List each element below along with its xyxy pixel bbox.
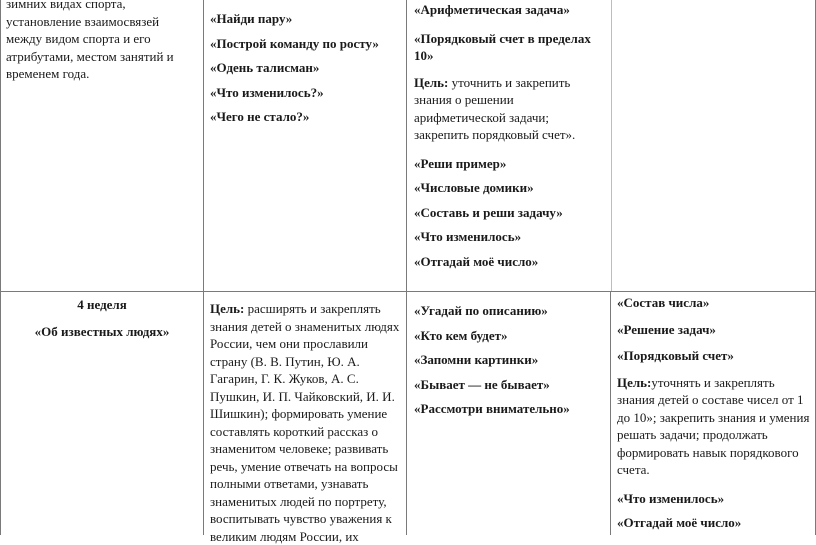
section-subtitle: «Порядковый счет в пределах 10» — [414, 30, 591, 63]
game-item: «Рассмотри внимательно» — [414, 401, 570, 416]
week-label: 4 неделя — [77, 297, 127, 312]
section-item: «Решение задач» — [617, 321, 716, 337]
row1-col3-cell — [414, 1, 606, 277]
row1-col1-cell — [6, 0, 198, 83]
row2-col3-cell — [414, 302, 606, 425]
goal-text: уточнять и закреплять знания детей о составе чисел от 1 до 10»; закрепить знания и умения решать задачи; продолжать формировать навык порядкового счета. — [617, 374, 810, 477]
game-item: «Отгадай моё число» — [414, 253, 539, 269]
goal-label: Цель: — [414, 74, 449, 90]
table-divider-col1 — [203, 0, 204, 535]
game-item: «Запомни картинки» — [414, 352, 539, 367]
game-item: «Составь и реши задачу» — [414, 204, 563, 220]
game-item: «Числовые домики» — [414, 180, 534, 195]
goal-paragraph — [210, 300, 402, 545]
row2-col2-cell — [210, 300, 402, 545]
game-item: «Отгадай моё число» — [617, 515, 742, 530]
goal-text: расширять и закреплять знания детей о знаменитых людях России, чем они прославили страну (В. В. Путин, Ю. А. Гагарин, Г. К. Жуков, А. С. Пушкин, И. П. Чайковский, И. И. Шишкин); формировать умение составлять короткий рассказ о знаменитом человеке; развивать речь, умение отвечать на вопросы полными ответами, узнавать знаменитых людей по портрету, воспитывать чувство уважения к великим людям России, их — [210, 301, 400, 544]
game-item: «Построй команду по росту» — [210, 35, 379, 51]
game-item: «Что изменилось?» — [210, 84, 324, 100]
row2-col4-cell — [617, 294, 811, 539]
section-item: «Порядковый счет» — [617, 348, 734, 363]
goal-label: Цель: — [210, 301, 245, 316]
table-divider-col3-row1 — [611, 0, 612, 291]
table-divider-col3-row2 — [610, 291, 611, 535]
row2-col1-cell — [6, 296, 198, 340]
row1-description: зимних видах спорта, установление взаимосвязей между видом спорта и его атрибутами, местом занятий и временем года. — [6, 0, 174, 81]
goal-label: Цель: — [617, 374, 652, 390]
goal-text: уточнить и закрепить знания о решении арифметической задачи; закрепить порядковый счет». — [414, 74, 576, 142]
game-item: «Что изменилось» — [414, 229, 522, 244]
goal-paragraph — [617, 374, 811, 479]
topic-title: «Об известных людях» — [34, 323, 170, 339]
game-item: «Угадай по описанию» — [414, 303, 548, 318]
game-item: «Реши пример» — [414, 155, 507, 171]
game-item: «Чего не стало?» — [210, 109, 310, 124]
goal-paragraph — [414, 74, 606, 144]
game-item: «Одень талисман» — [210, 60, 320, 75]
section-title: «Арифметическая задача» — [414, 2, 570, 17]
table-border-left — [0, 0, 1, 535]
section-item: «Состав числа» — [617, 295, 710, 310]
game-item: «Кто кем будет» — [414, 327, 508, 343]
table-divider-col2 — [406, 0, 407, 535]
table-row-divider — [0, 291, 816, 292]
game-item: «Бывает — не бывает» — [414, 376, 550, 392]
game-item: «Найди пару» — [210, 11, 293, 26]
row1-col2-cell — [210, 10, 402, 133]
game-item: «Что изменилось» — [617, 490, 725, 506]
